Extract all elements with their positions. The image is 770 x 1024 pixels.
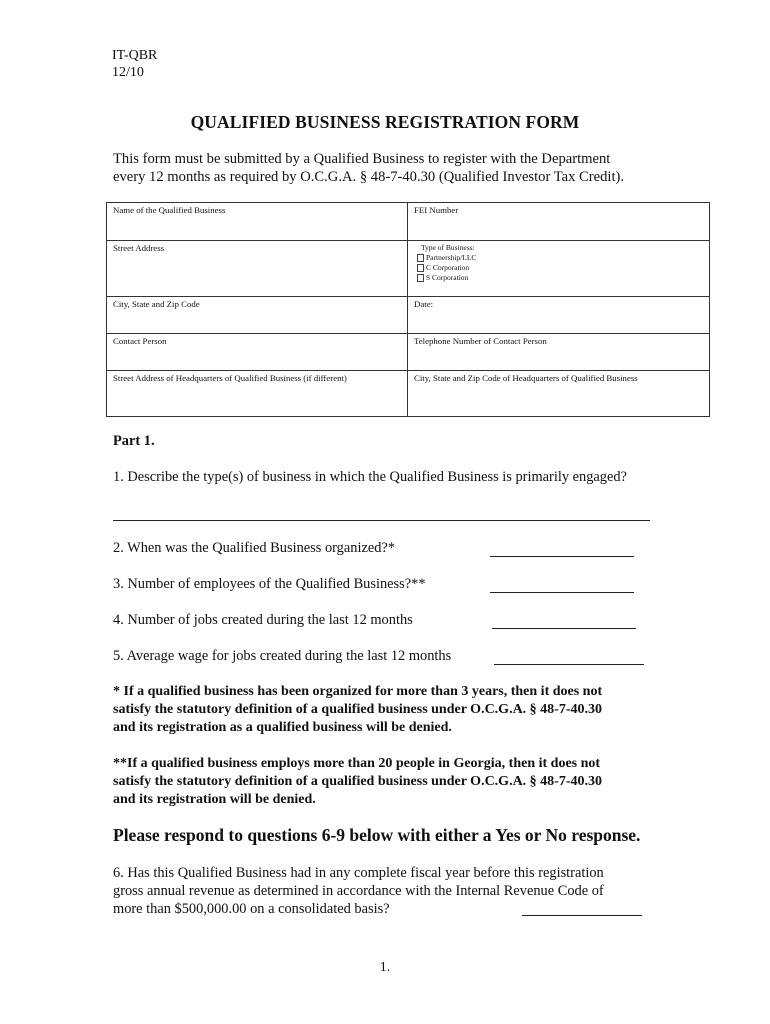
business-name-field[interactable] — [107, 203, 408, 241]
city-state-zip-label: City, State and Zip Code — [113, 299, 200, 309]
intro-line: every 12 months as required by O.C.G.A. § 48-7-40.30 (Qualified Investor Tax Credit). — [113, 169, 625, 185]
question-6 — [113, 864, 604, 918]
hq-city-label: City, State and Zip Code of Headquarters of Qualified Business — [414, 373, 638, 383]
answer-line-2[interactable] — [490, 556, 634, 557]
date-field[interactable] — [408, 297, 710, 334]
option-s-corporation[interactable] — [417, 273, 703, 283]
checkbox-icon[interactable] — [417, 274, 424, 282]
fei-number-label: FEI Number — [414, 205, 459, 215]
option-label: S Corporation — [426, 273, 469, 282]
note-line: satisfy the statutory definition of a qualified business under O.C.G.A. § 48-7-40.30 — [113, 774, 603, 789]
note-line: * If a qualified business has been organized for more than 3 years, then it does not — [113, 684, 603, 699]
question-6-line: gross annual revenue as determined in accordance with the Internal Revenue Code of — [113, 883, 604, 899]
question-6-line: more than $500,000.00 on a consolidated basis? — [113, 901, 390, 917]
form-revision: 12/10 — [112, 65, 144, 80]
contact-person-field[interactable] — [107, 334, 408, 371]
note-organized-years — [113, 683, 673, 737]
street-address-field[interactable] — [107, 241, 408, 297]
type-of-business-group — [417, 243, 703, 283]
intro-paragraph — [113, 150, 673, 186]
business-name-label: Name of the Qualified Business — [113, 205, 226, 215]
street-address-label: Street Address — [113, 243, 165, 253]
city-state-zip-field[interactable] — [107, 297, 408, 334]
option-partnership-llc[interactable] — [417, 253, 703, 263]
fei-number-field[interactable] — [408, 203, 710, 241]
respond-instructions: Please respond to questions 6-9 below with either a Yes or No response. — [113, 825, 641, 845]
note-line: and its registration as a qualified business will be denied. — [113, 720, 452, 735]
note-line: **If a qualified business employs more than 20 people in Georgia, then it does not — [113, 756, 601, 771]
contact-person-label: Contact Person — [113, 336, 167, 346]
option-c-corporation[interactable] — [417, 263, 703, 273]
page-title: QUALIFIED BUSINESS REGISTRATION FORM — [190, 112, 580, 132]
date-label: Date: — [414, 299, 434, 309]
answer-line-6[interactable] — [522, 915, 642, 916]
part1-heading: Part 1. — [113, 433, 155, 449]
note-employee-count — [113, 755, 673, 809]
page-number: 1. — [379, 960, 391, 975]
note-line: and its registration will be denied. — [113, 792, 316, 807]
hq-street-field[interactable] — [107, 371, 408, 417]
option-label: Partnership/LLC — [426, 253, 477, 262]
question-2: 2. When was the Qualified Business organized?* — [113, 540, 396, 556]
question-1: 1. Describe the type(s) of business in which the Qualified Business is primarily engaged? — [113, 469, 627, 485]
question-6-line: 6. Has this Qualified Business had in any complete fiscal year before this registration — [113, 865, 604, 881]
hq-street-label: Street Address of Headquarters of Qualified Business (if different) — [113, 373, 347, 383]
checkbox-icon[interactable] — [417, 264, 424, 272]
hq-city-field[interactable] — [408, 371, 710, 417]
type-of-business-label: Type of Business: — [421, 243, 475, 252]
business-info-table — [106, 202, 710, 417]
answer-line-5[interactable] — [494, 664, 644, 665]
answer-line-1[interactable] — [113, 520, 650, 521]
note-line: satisfy the statutory definition of a qualified business under O.C.G.A. § 48-7-40.30 — [113, 702, 603, 717]
question-3: 3. Number of employees of the Qualified Business?** — [113, 576, 426, 592]
answer-line-3[interactable] — [490, 592, 634, 593]
question-5: 5. Average wage for jobs created during the last 12 months — [113, 648, 452, 664]
contact-phone-label: Telephone Number of Contact Person — [414, 336, 547, 346]
answer-line-4[interactable] — [492, 628, 636, 629]
option-label: C Corporation — [426, 263, 470, 272]
type-of-business-cell — [408, 241, 710, 297]
intro-line: This form must be submitted by a Qualified Business to register with the Department — [113, 151, 611, 167]
question-4: 4. Number of jobs created during the last 12 months — [113, 612, 413, 628]
contact-phone-field[interactable] — [408, 334, 710, 371]
checkbox-icon[interactable] — [417, 254, 424, 262]
form-code: IT-QBR — [112, 48, 158, 63]
